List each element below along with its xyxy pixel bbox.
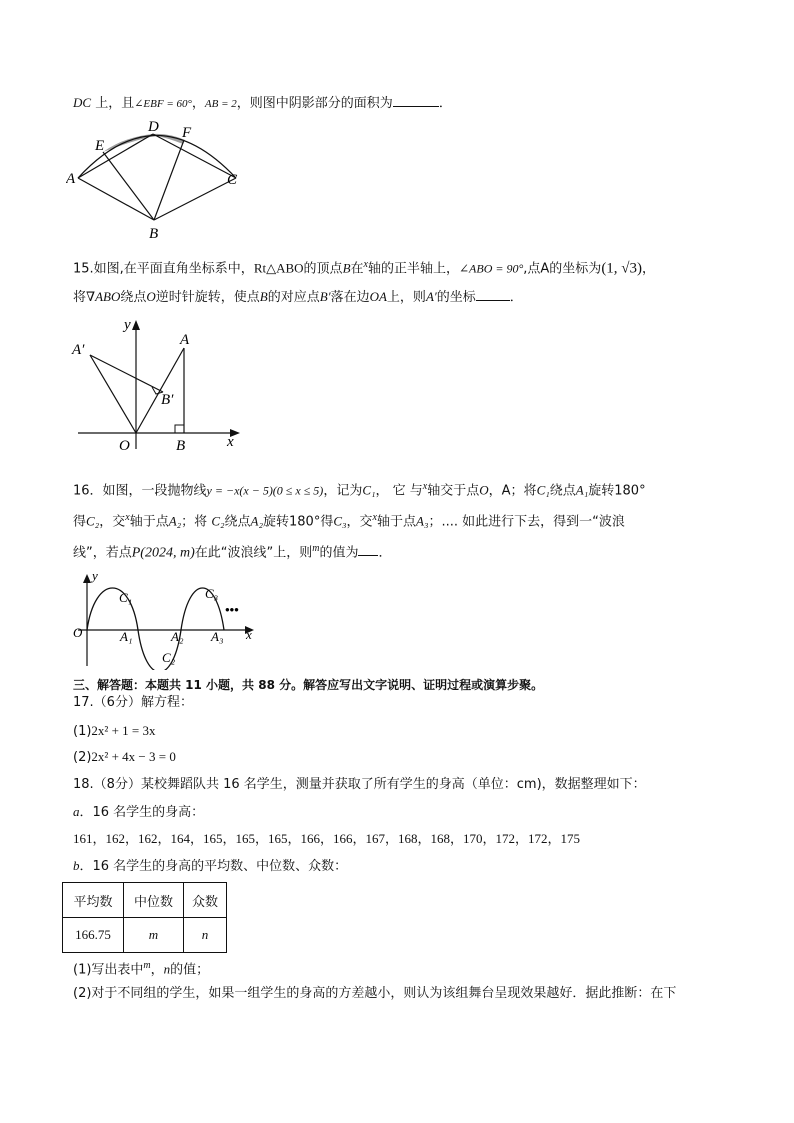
- q16-l1-d: C₁: [362, 482, 376, 498]
- q16-label-c2: C₂: [162, 650, 176, 665]
- q16-l2-p: A₃: [416, 513, 429, 529]
- q15-l1-c: 的顶点: [303, 261, 343, 277]
- q16-l2-j: A₂: [250, 513, 263, 529]
- q18-p1-a: (1)写出表中: [73, 962, 144, 978]
- q15-l1-j: (1, √3): [601, 260, 643, 277]
- q16-l1-m: 旋转180°: [588, 483, 646, 499]
- q16-l3-e: 的值为: [319, 545, 359, 561]
- q15-right-angle-b: [175, 425, 184, 433]
- q16-l2-m: ，交: [346, 514, 373, 530]
- q14-figure: [66, 118, 252, 244]
- q14-text-b: 上，且: [91, 96, 135, 111]
- q16-l1-a: 16．如图，一段抛物线: [73, 483, 207, 499]
- q16-l1-f: x: [422, 481, 428, 492]
- q16-y-arrow: [83, 574, 91, 583]
- q14-label-e: E: [95, 138, 105, 154]
- q14-angle: ∠EBF = 60°: [134, 98, 192, 110]
- q18-part1: [73, 957, 209, 979]
- table-cell-mean: 166.75: [63, 918, 124, 953]
- q16-l2-l: C₃: [333, 513, 347, 529]
- table-header-median: 中位数: [124, 883, 184, 918]
- q15-l2-k: 上，则: [386, 290, 426, 305]
- table-header-row: [63, 883, 227, 918]
- q15-l2-d: O: [146, 289, 156, 304]
- q14-label-b: B: [149, 226, 159, 242]
- q14-answer-blank[interactable]: [393, 94, 439, 107]
- q16-wave: [87, 588, 224, 670]
- q15-l2-b: ∇ABO: [86, 289, 121, 304]
- q14-sep: ，: [191, 96, 205, 111]
- q16-l2-o: 轴于点: [377, 514, 417, 530]
- q14-dc: DC: [73, 95, 92, 110]
- q15-l1-i: ,点A的坐标为: [523, 261, 602, 277]
- q14-label-f: F: [182, 125, 192, 141]
- q18-b-line: [73, 857, 347, 876]
- q16-l1-h: O: [479, 482, 489, 498]
- q15-l1-b: Rt△ABO: [253, 260, 304, 276]
- q16-l2-k: 旋转180°得: [263, 514, 334, 530]
- q15-label-b1: B′: [161, 392, 174, 408]
- q15-label-a: A: [180, 332, 190, 348]
- q16-line1: [73, 478, 646, 500]
- q17-p2-eq: 2x² + 4x − 3 = 0: [91, 749, 176, 764]
- section3-heading: 三、解答题：本题共 11 小题，共 88 分。解答应写出文字说明、证明过程或演算步聚。: [73, 678, 544, 692]
- q15-y-arrow: [132, 320, 140, 330]
- q16-l2-b: C₂: [86, 513, 100, 529]
- q16-l3-d: m: [312, 543, 320, 554]
- q15-line2: [73, 288, 523, 307]
- q16-l2-e: 轴于点: [129, 514, 169, 530]
- q15-l2-m: 的坐标: [436, 290, 476, 305]
- q16-label-c1: C₁: [119, 590, 133, 605]
- q18-a-text: ．16 名学生的身高：: [79, 805, 205, 820]
- q18-part2: (2)对于不同组的学生，如果一组学生的身高的方差越小，则认为该组舞台呈现效果越好．据此推断：在下: [73, 986, 677, 1001]
- q15-answer-blank[interactable]: [476, 288, 510, 301]
- q15-l2-f: B: [259, 289, 268, 304]
- q16-l1-g: 轴交于点: [427, 483, 480, 499]
- q15-figure: [70, 314, 250, 454]
- q16-answer-blank[interactable]: [358, 543, 378, 556]
- q15-l2-n: ．: [509, 290, 523, 305]
- q18-p1-c: ，: [150, 962, 164, 978]
- q18-stats-table: [62, 882, 227, 953]
- q17-title: 17.（6分）解方程：: [73, 695, 193, 710]
- q16-label-o: O: [73, 625, 83, 640]
- q16-l3-c: 在此“波浪线”上，则: [194, 545, 313, 561]
- q15-l2-h: B′: [319, 289, 331, 304]
- q18-b-text: ．16 名学生的身高的平均数、中位数、众数：: [79, 859, 348, 874]
- q16-label-a1: A₁: [120, 629, 133, 644]
- q16-figure: [70, 566, 260, 670]
- q15-label-y: y: [124, 317, 131, 333]
- q16-l2-d: x: [125, 512, 130, 523]
- q18-title: 18.（8分）某校舞蹈队共 16 名学生，测量并获取了所有学生的身高（单位：cm)，数据整理如下：: [73, 777, 646, 792]
- q17-p1-eq: 2x² + 1 = 3x: [91, 723, 156, 738]
- q16-l3-a: 线”，若点: [73, 545, 132, 561]
- q18-b-label: b: [73, 858, 80, 873]
- q14-text-c: ，则图中阴影部分的面积为: [236, 96, 393, 111]
- q16-label-y: y: [92, 568, 98, 583]
- q15-l1-g: 轴的正半轴上，: [367, 261, 459, 277]
- q16-label-c3: C₃: [205, 586, 219, 601]
- table-cell-mode: n: [184, 918, 227, 953]
- q16-l2-q: ；.... 如此进行下去，得到一“波浪: [428, 514, 625, 530]
- q16-l1-c: ，记为: [323, 483, 363, 499]
- q14-line-cb: [154, 178, 236, 220]
- q18-a-label: a: [73, 804, 80, 819]
- q14-end: ．: [438, 96, 452, 111]
- q15-label-a1: A′: [72, 342, 85, 358]
- q14-line-eb: [103, 152, 154, 220]
- q16-label-x: x: [246, 627, 252, 642]
- q16-l1-b: y = −x(x − 5)(0 ≤ x ≤ 5): [206, 483, 324, 498]
- q15-l1-e: 在: [350, 261, 364, 277]
- q15-l1-f: x: [363, 259, 368, 270]
- q16-l1-i: ，A；将: [488, 483, 537, 499]
- q15-l2-i: 落在边: [330, 290, 370, 305]
- q18-a-line: [73, 803, 204, 822]
- q15-line1: [73, 256, 655, 278]
- q16-l2-i: 绕点: [224, 514, 251, 530]
- q15-l2-l: A′: [425, 289, 437, 304]
- q15-l1-h: ∠ABO = 90°: [459, 261, 524, 276]
- q18-p1-d: n: [163, 961, 171, 977]
- table-header-mode: 众数: [184, 883, 227, 918]
- q17-p1-num: (1): [73, 724, 92, 739]
- q15-l2-e: 逆时针旋转，使点: [155, 290, 260, 305]
- q15-l1-k: ，: [642, 261, 656, 277]
- q16-l2-f: A₂: [168, 513, 182, 529]
- q14-line-dc: [153, 134, 236, 178]
- q17-p2-num: (2): [73, 750, 92, 765]
- q16-line2: [73, 509, 625, 531]
- q16-l1-l: A₁: [575, 482, 589, 498]
- q14-ab: AB = 2: [204, 98, 237, 110]
- q15-l1-d: B: [342, 260, 351, 276]
- q15-l1-a: 15.如图,在平面直角坐标系中，: [73, 261, 254, 277]
- q16-l1-j: C₁: [536, 482, 550, 498]
- q15-l2-j: OA: [369, 289, 387, 304]
- q18-p1-b: m: [143, 960, 151, 971]
- q14-line-ab: [78, 178, 154, 220]
- q16-dots: •••: [225, 602, 239, 617]
- q16-l3-f: ．: [378, 545, 392, 561]
- q17-part1: [73, 722, 155, 741]
- q15-l2-c: 绕点: [120, 290, 147, 305]
- table-header-mean: 平均数: [63, 883, 124, 918]
- q16-l2-c: ，交: [99, 514, 126, 530]
- table-cell-median: m: [124, 918, 184, 953]
- q16-label-a2: A₂: [171, 629, 184, 644]
- q15-label-o: O: [119, 438, 130, 454]
- q16-l1-k: 绕点: [549, 483, 576, 499]
- q16-label-a3: A₃: [211, 629, 224, 644]
- q14-label-a: A: [66, 171, 76, 187]
- q18-p1-e: 的值；: [170, 962, 210, 978]
- q17-part2: [73, 748, 176, 767]
- q16-l3-b: P(2024, m): [131, 545, 195, 561]
- q16-l2-a: 得: [73, 514, 87, 530]
- q18-heights: 161，162，162，164，165，165，165，166，166，167，168，168，170，172，172，175: [73, 831, 580, 846]
- q14-text: [73, 94, 452, 113]
- q14-line-fb: [154, 140, 184, 220]
- q16-l2-g: ；将: [181, 514, 212, 530]
- q14-label-d: D: [148, 119, 159, 135]
- q16-l2-n: x: [372, 512, 377, 523]
- q14-line-ad: [78, 134, 153, 178]
- q16-l1-e: ， 它 与: [375, 483, 423, 499]
- q16-l2-h: C₂: [211, 513, 225, 529]
- q14-label-c: C: [227, 172, 238, 188]
- q15-label-b: B: [176, 438, 186, 454]
- q16-line3: [73, 540, 392, 562]
- q15-label-x: x: [227, 434, 234, 450]
- q15-l2-a: 将: [73, 290, 87, 305]
- table-row: [63, 918, 227, 953]
- q15-l2-g: 的对应点: [267, 290, 320, 305]
